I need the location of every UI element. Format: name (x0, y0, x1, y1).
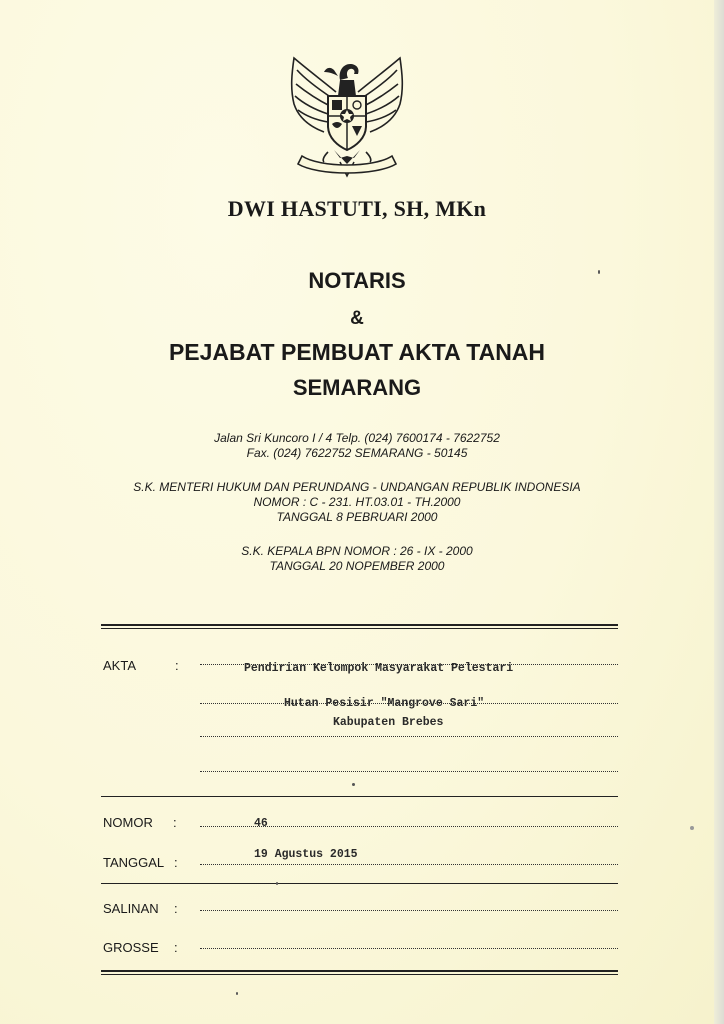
title-notaris: NOTARIS (308, 268, 406, 293)
form-top-double-rule (101, 624, 618, 629)
akta-value-line-3: Kabupaten Brebes (333, 716, 444, 729)
akta-value-line-2: Hutan Pesisir "Mangrove Sari" (284, 697, 485, 710)
sk-menteri-line-2: NOMOR : C - 231. HT.03.01 - TH.2000 (253, 495, 461, 509)
nomor-value: 46 (254, 817, 268, 830)
tanggal-dotted-line (200, 864, 618, 865)
notary-name: DWI HASTUTI, SH, MKn (227, 196, 487, 221)
salinan-colon: : (174, 901, 178, 916)
nomor-colon: : (173, 815, 177, 830)
sk-menteri-line-3: TANGGAL 8 PEBRUARI 2000 (276, 510, 438, 524)
address-line-2: Fax. (024) 7622752 SEMARANG - 50145 (246, 446, 468, 460)
scan-speck (276, 882, 278, 885)
salinan-dotted-line (200, 910, 618, 911)
tanggal-bottom-rule (101, 883, 618, 884)
akta-label: AKTA (103, 658, 136, 673)
form-bottom-double-rule (101, 970, 618, 975)
akta-colon: : (175, 658, 179, 673)
garuda-pancasila-emblem-icon (284, 52, 410, 184)
salinan-label: SALINAN (103, 901, 159, 916)
akta-dotted-line-4 (200, 771, 618, 772)
title-ppat: PEJABAT PEMBUAT AKTA TANAH (168, 339, 546, 365)
grosse-colon: : (174, 940, 178, 955)
tanggal-label: TANGGAL (103, 855, 165, 870)
scan-speck (690, 826, 694, 830)
akta-dotted-line-3 (200, 736, 618, 737)
akta-bottom-rule (101, 796, 618, 797)
tanggal-value: 19 Agustus 2015 (254, 848, 358, 861)
sk-bpn-line-1: S.K. KEPALA BPN NOMOR : 26 - IX - 2000 (241, 544, 473, 558)
tanggal-colon: : (174, 855, 178, 870)
nomor-label: NOMOR (103, 815, 153, 830)
title-city: SEMARANG (292, 375, 422, 400)
grosse-label: GROSSE (103, 940, 159, 955)
page-edge-shadow (714, 0, 724, 1024)
sk-menteri-line-1: S.K. MENTERI HUKUM DAN PERUNDANG - UNDANGAN REPUBLIK INDONESIA (133, 480, 581, 494)
grosse-dotted-line (200, 948, 618, 949)
scan-speck (236, 992, 238, 995)
scan-speck (598, 270, 600, 274)
title-ampersand: & (350, 308, 364, 329)
address-line-1: Jalan Sri Kuncoro I / 4 Telp. (024) 7600174 - 7622752 (214, 431, 500, 445)
akta-value-line-1: Pendirian Kelompok Masyarakat Pelestari (244, 662, 514, 675)
scan-speck (352, 783, 355, 786)
sk-bpn-line-2: TANGGAL 20 NOPEMBER 2000 (269, 559, 445, 573)
